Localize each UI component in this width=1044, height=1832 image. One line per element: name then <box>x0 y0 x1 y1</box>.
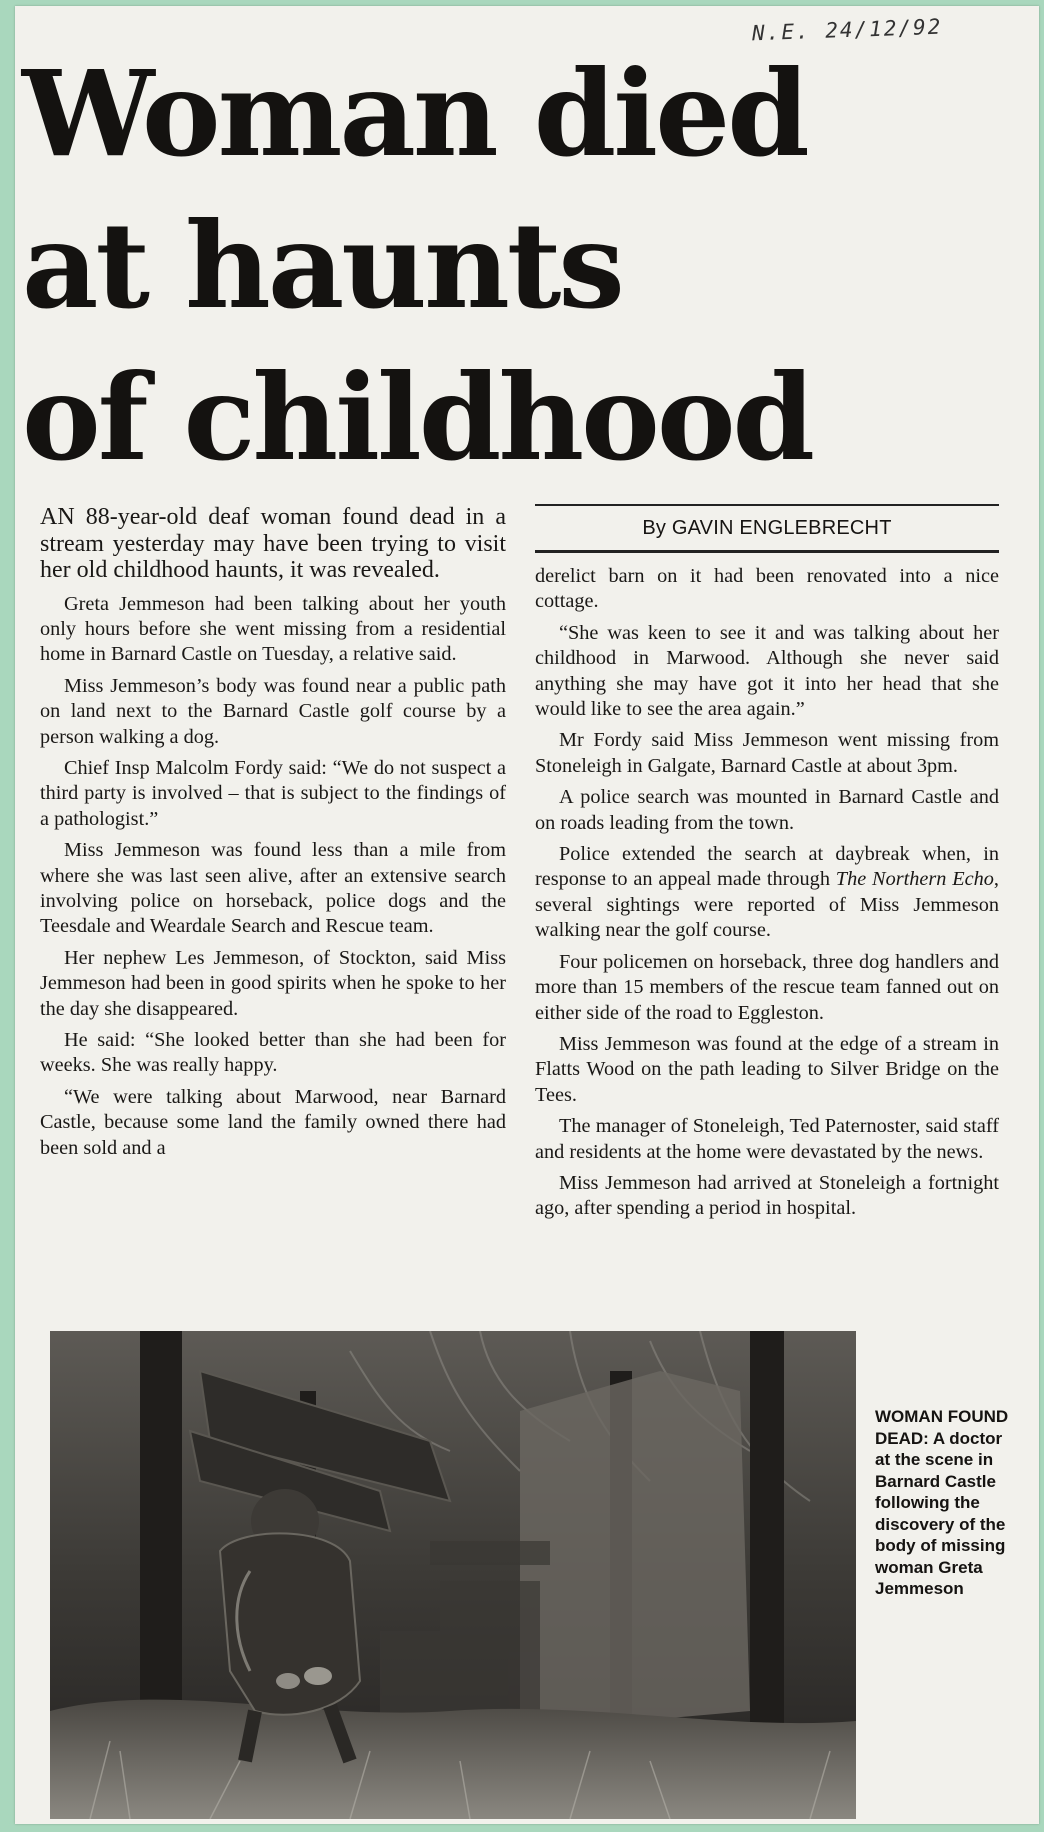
paragraph: The manager of Stoneleigh, Ted Paternoster, said staff and residents at the home were devastated by the news. <box>535 1115 999 1163</box>
paragraph: Miss Jemmeson was found at the edge of a stream in Flatts Wood on the path leading to Silver Bridge on the Tees. <box>535 1032 999 1106</box>
paragraph: He said: “She looked better than she had been for weeks. She was really happy. <box>40 1029 506 1077</box>
photo-caption: WOMAN FOUND DEAD: A doctor at the scene in Barnard Castle following the discovery of the body of missing woman Greta Jemmeson <box>875 1407 1009 1598</box>
paragraph: A police search was mounted in Barnard Castle and on roads leading from the town. <box>535 786 999 834</box>
paragraph-text: Police extended the search at daybreak when, in response to an appeal made through <box>535 843 999 891</box>
article-right-column <box>535 564 999 1228</box>
headline-line-3: of childhood <box>22 348 813 487</box>
paragraph: “We were talking about Marwood, near Barnard Castle, because some land the family owned there had been sold and a <box>40 1085 506 1159</box>
paragraph-text: , several sightings were reported of Miss Jemmeson walking near the golf course. <box>535 868 999 942</box>
paragraph: Miss Jemmeson had arrived at Stoneleigh a fortnight ago, after spending a period in hospital. <box>535 1171 999 1220</box>
paragraph: “She was keen to see it and was talking about her childhood in Marwood. Although she never said anything she may have got it into her head that she would like to see the area again.” <box>535 621 999 721</box>
byline <box>535 504 999 553</box>
byline-text: By GAVIN ENGLEBRECHT <box>642 516 892 539</box>
woodland-scene-image <box>50 1331 856 1819</box>
paragraph: Her nephew Les Jemmeson, of Stockton, said Miss Jemmeson had been in good spirits when he spoke to her the day she disappeared. <box>40 946 506 1020</box>
paragraph: Four policemen on horseback, three dog handlers and more than 15 members of the rescue team fanned out on either side of the road to Eggleston. <box>535 950 999 1024</box>
newspaper-name: The Northern Echo <box>835 868 994 891</box>
paragraph: Chief Insp Malcolm Fordy said: “We do not suspect a third party is involved – that is subject to the findings of a pathologist.” <box>40 756 506 830</box>
handwritten-date-annotation: N.E. 24/12/92 <box>751 14 943 46</box>
headline-line-1: Woman died <box>22 44 807 183</box>
paragraph: Miss Jemmeson was found less than a mile from where she was last seen alive, after an extensive search involving police on horseback, police dogs and the Teesdale and Weardale Search and Rescue team. <box>40 839 506 938</box>
paragraph: Miss Jemmeson’s body was found near a public path on land next to the Barnard Castle golf course by a person walking a dog. <box>40 674 506 748</box>
paragraph: Mr Fordy said Miss Jemmeson went missing from Stoneleigh in Galgate, Barnard Castle at about 3pm. <box>535 729 999 777</box>
paragraph: Greta Jemmeson had been talking about her youth only hours before she went missing from a residential home in Barnard Castle on Tuesday, a relative said. <box>40 592 506 666</box>
paragraph <box>535 842 999 944</box>
lead-paragraph: AN 88-year-old deaf woman found dead in a stream yesterday may have been trying to visit her old childhood haunts, it was revealed. <box>40 504 506 583</box>
paragraph: derelict barn on it had been renovated into a nice cottage. <box>535 565 999 613</box>
headline <box>22 38 982 494</box>
headline-line-2: at haunts <box>22 196 622 335</box>
article-left-column <box>40 504 506 1167</box>
news-photo <box>50 1331 856 1819</box>
